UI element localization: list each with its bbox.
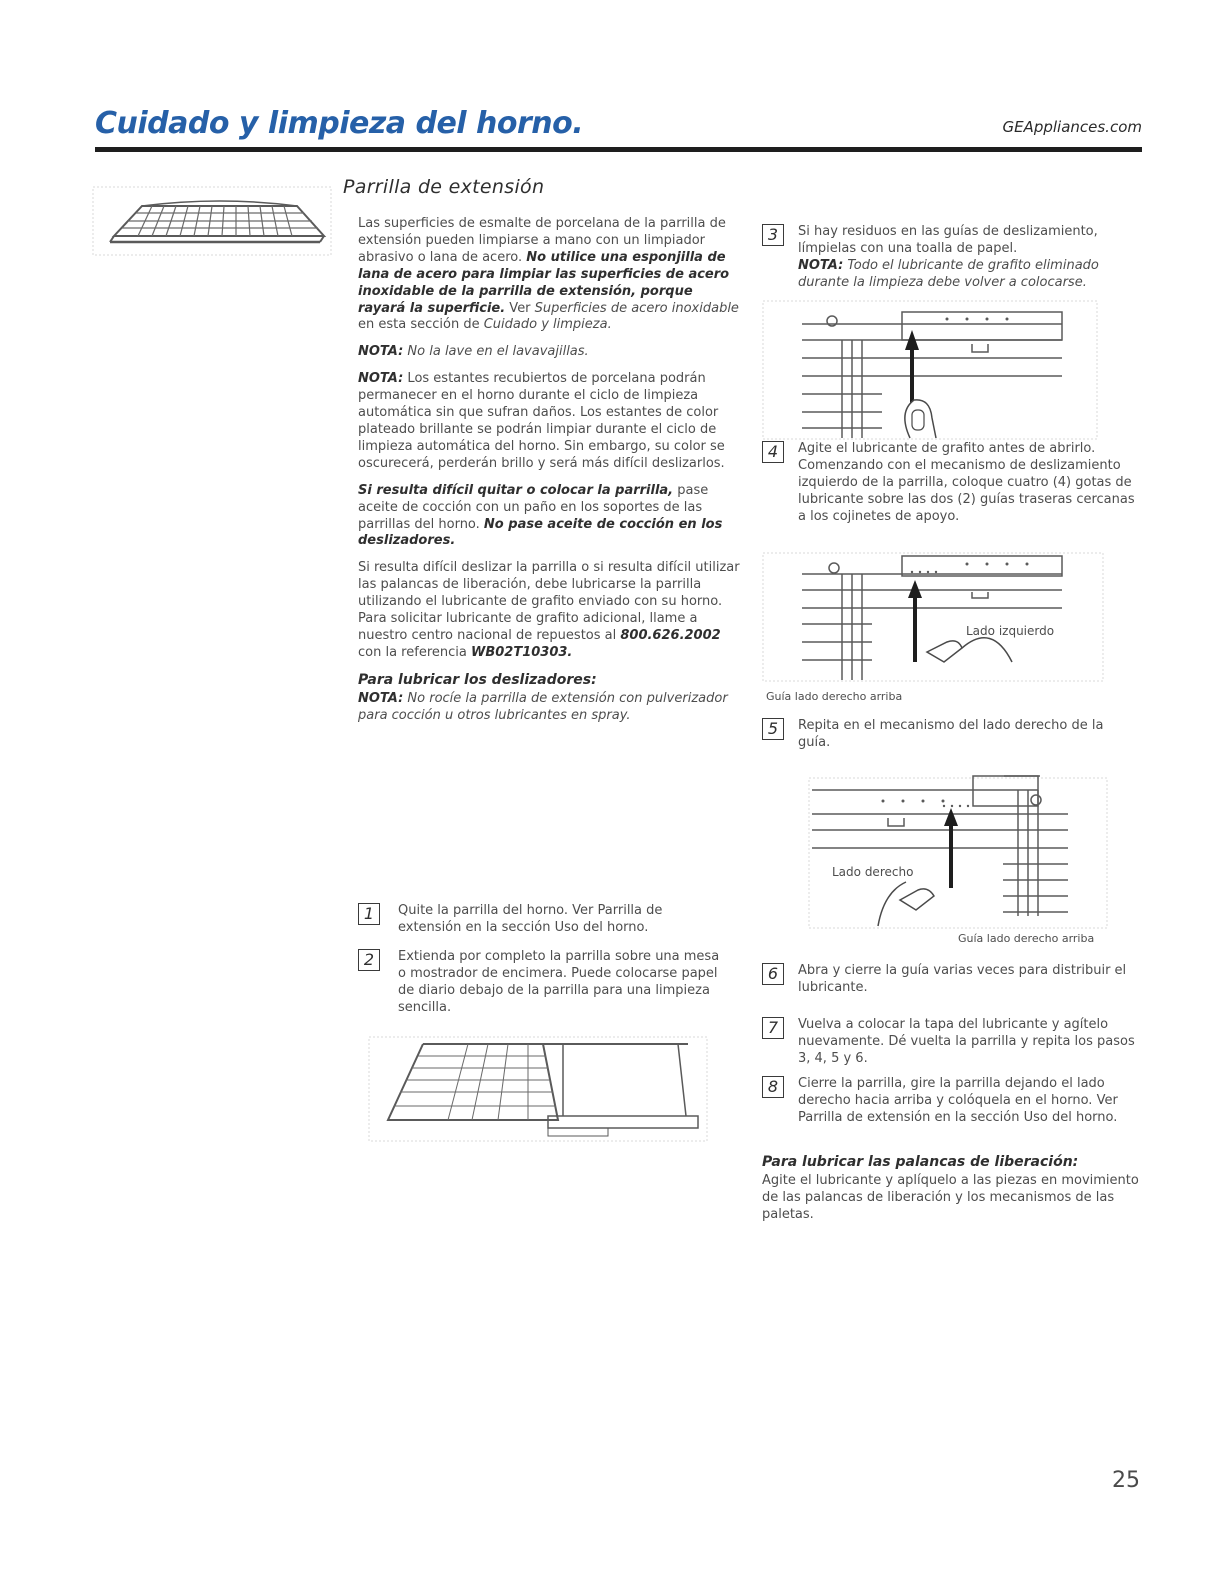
text: en esta sección de (358, 317, 484, 333)
step-6 (762, 963, 1142, 1003)
step-text: Vuelva a colocar la tapa del lubricante y agítelo nuevamente. Dé vuelta la parrilla y repita los pasos 3, 4, 5 y 6. (798, 1017, 1135, 1066)
step-instruction: Si hay residuos en las guías de deslizamiento, límpielas con una toalla de papel. (798, 224, 1098, 256)
step-number: 1 (358, 903, 380, 925)
left-column (358, 216, 740, 734)
part-number: WB02T10303. (470, 644, 573, 660)
figure-caption: Guía lado derecho arriba (766, 690, 903, 703)
note-label: NOTA: (798, 257, 844, 273)
site-url: GEAppliances.com (1002, 118, 1142, 136)
page-number: 25 (1112, 1468, 1140, 1493)
note-text: Todo el lubricante de grafito eliminado durante la limpieza debe volver a colocarse. (798, 257, 1099, 290)
extended-rack-illustration (368, 1036, 708, 1142)
note-porcelain (358, 371, 740, 472)
emphasis-text: Si resulta difícil quitar o colocar la parrilla, (358, 482, 674, 498)
step-4 (762, 441, 1142, 547)
text: Si resulta difícil deslizar la parrilla o si resulta difícil utilizar las palancas de liberación, debe lubricarse la parrilla utilizando el lubricante de grafito enviado con su horno. Para solicitar lubricante de grafito adicional, llame a nuestro centro nacional de repuestos al (358, 560, 740, 643)
step-text (798, 224, 1138, 292)
slide-guide-cleaning-illustration (762, 300, 1098, 440)
text: con la referencia (358, 644, 471, 660)
step-number: 7 (762, 1017, 784, 1039)
step-number: 4 (762, 441, 784, 463)
difficult-rack-paragraph (358, 483, 740, 551)
reference-text: Superficies de acero inoxidable (534, 300, 739, 316)
emphasis-text: No pase aceite de cocción en los deslizadores. (358, 516, 723, 549)
warning-text: No utilice una esponjilla de lana de acero para limpiar las superficies de acero inoxidable de la parrilla de extensión, porque rayará la superficie. (358, 249, 730, 316)
note-label: NOTA: (358, 344, 404, 360)
step-text: Extienda por completo la parrilla sobre una mesa o mostrador de encimera. Puede colocarse papel de diario debajo de la parrilla para una limpieza sencilla. (398, 949, 720, 1015)
step-text: Quite la parrilla del horno. Ver Parrilla de extensión en la sección Uso del horno. (398, 903, 663, 935)
step-7 (762, 1017, 1142, 1071)
step-number: 2 (358, 949, 380, 971)
step-2 (358, 949, 738, 1021)
note-label: NOTA: (358, 690, 404, 706)
step-text: Agite el lubricante de grafito antes de abrirlo. Comenzando con el mecanismo de deslizamiento izquierdo de la parrilla, coloque cuatro (4) gotas de lubricante sobre las dos (2) guías traseras cercanas a los cojinetes de apoyo. (798, 441, 1135, 524)
step-text: Abra y cierre la guía varias veces para distribuir el lubricante. (798, 963, 1127, 995)
step-text: Repita en el mecanismo del lado derecho de la guía. (798, 718, 1104, 750)
step-3 (762, 224, 1142, 294)
levers-text: Agite el lubricante y aplíquelo a las piezas en movimiento de las palancas de liberación y los mecanismos de las paletas. (762, 1172, 1139, 1222)
section-heading: Parrilla de extensión (343, 176, 545, 198)
subheading-levers: Para lubricar las palancas de liberación: (762, 1154, 1079, 1170)
release-levers-section (762, 1154, 1142, 1234)
step-5 (762, 718, 1142, 758)
intro-paragraph (358, 216, 740, 334)
step-8 (762, 1076, 1142, 1148)
header-rule (95, 147, 1142, 152)
step-number: 5 (762, 718, 784, 740)
step-number: 8 (762, 1076, 784, 1098)
subheading-slides: Para lubricar los deslizadores: (358, 671, 597, 688)
left-side-lubrication-illustration (762, 552, 1104, 682)
note-text: No la lave en el lavavajillas. (403, 344, 589, 360)
step-number: 6 (762, 963, 784, 985)
right-side-label: Lado derecho (832, 865, 914, 879)
note-text: No rocíe la parrilla de extensión con pulverizador para cocción u otros lubricantes en spray. (358, 690, 728, 723)
text: pase aceite de cocción con un paño en los soportes de las parrillas del horno. (358, 482, 709, 532)
extension-rack-illustration (92, 186, 332, 256)
step-number: 3 (762, 224, 784, 246)
note-dishwasher (358, 344, 740, 361)
note-spray (358, 691, 740, 725)
note-text: Los estantes recubiertos de porcelana podrán permanecer en el horno durante el ciclo de limpieza automática sin que sufran daños. Los estantes de color plateado brillante se podrán limpiar durante el ciclo de limpieza automática del horno. Sin embargo, su color se oscurecerá, perderán brillo y será más difícil deslizarlos. (358, 371, 725, 471)
figure-caption: Guía lado derecho arriba (958, 932, 1095, 945)
step-1 (358, 903, 738, 943)
left-side-label: Lado izquierdo (966, 624, 1055, 638)
text: Ver (505, 300, 535, 316)
text: Las superficies de esmalte de porcelana de la parrilla de extensión pueden limpiarse a mano con un limpiador abrasivo o lana de acero. (358, 216, 726, 265)
phone-number: 800.626.2002 (620, 627, 721, 643)
right-side-lubrication-illustration (808, 772, 1108, 932)
page-title: Cuidado y limpieza del horno. (95, 106, 584, 141)
note-label: NOTA: (358, 371, 404, 387)
reference-text: Cuidado y limpieza. (483, 317, 612, 333)
step-text: Cierre la parrilla, gire la parrilla dejando el lado derecho hacia arriba y colóquela en el horno. Ver Parrilla de extensión en la sección Uso del horno. (798, 1076, 1118, 1125)
lubricant-paragraph (358, 560, 740, 661)
